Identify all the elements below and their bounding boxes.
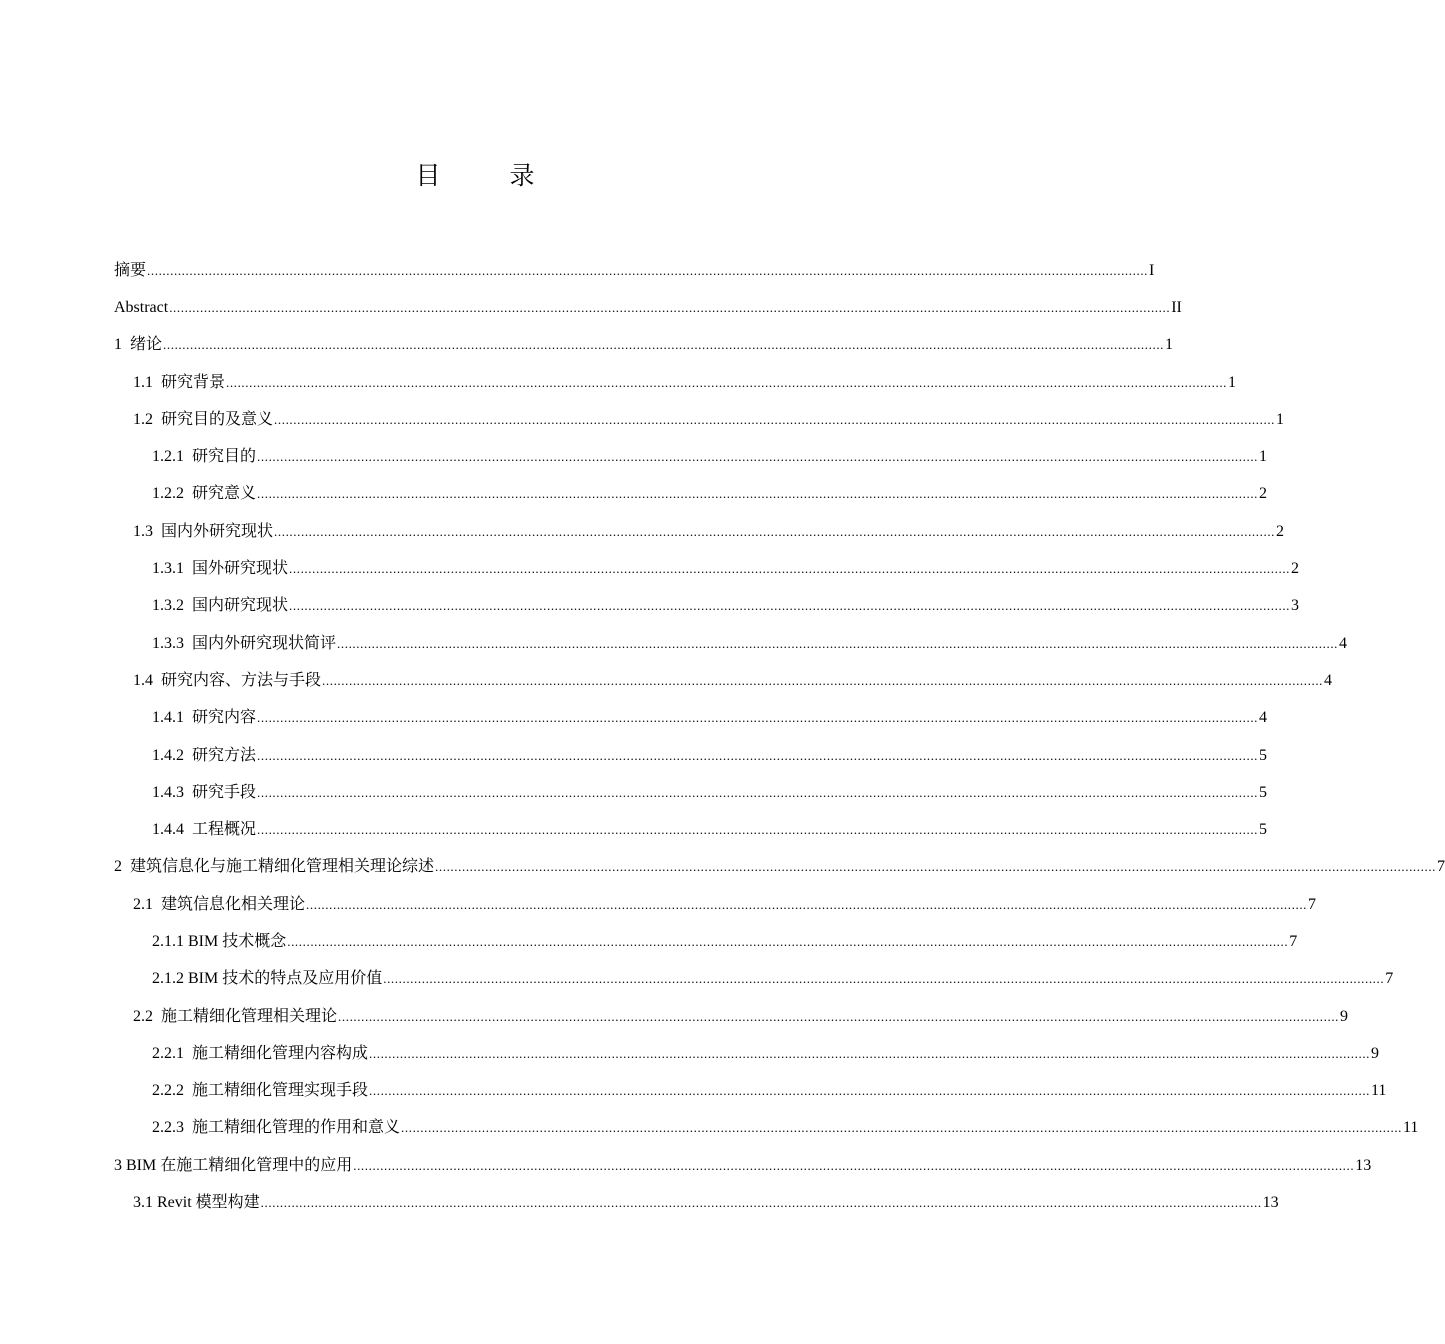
toc-entry-label [133,671,321,691]
toc-entry-label [152,1081,368,1101]
toc-entry-text: 施工精细化管理相关理论 [161,1007,338,1025]
toc-entry-text: 施工精细化管理实现手段 [192,1082,369,1100]
toc-entry[interactable] [114,961,1394,998]
toc-entry-label [133,1193,260,1213]
toc-entry-page: 5 [1259,821,1268,839]
toc-entry[interactable] [114,513,1285,550]
toc-entry[interactable] [114,774,1268,811]
toc-entry-label [152,634,336,654]
toc-entry-number: 1.4.4 [152,821,184,839]
dot-leader: .................................................................................................................................................................................................................................................................... [274,411,1276,427]
toc-entry-page: 3 [1291,597,1300,615]
toc-entry-page: 1 [1228,373,1237,391]
toc-entry-text: 研究目的及意义 [161,410,274,428]
toc-entry-number: 1.3.1 [152,560,184,578]
toc-entry-text: Abstract [114,298,169,316]
dot-leader: .................................................................................................................................................................................................................................................................... [338,1008,1340,1024]
dot-leader: .................................................................................................................................................................................................................................................................... [369,1083,1371,1099]
toc-entry-label [152,596,288,616]
toc-entry-text: 研究方法 [192,746,257,764]
toc-entry-number: 1.4.3 [152,783,184,801]
dot-leader: .................................................................................................................................................................................................................................................................... [287,933,1289,949]
toc-entry-text: 摘要 [114,261,147,279]
toc-entry-number: 2.1 [133,895,153,913]
toc-entry-number: 2.2.1 [152,1044,184,1062]
toc-entry-text: 施工精细化管理的作用和意义 [192,1119,401,1137]
toc-entry-label [114,298,168,318]
toc-entry[interactable] [114,737,1268,774]
toc-entry-label [152,484,256,504]
toc-entry-label [133,410,273,430]
dot-leader: .................................................................................................................................................................................................................................................................... [260,1195,1262,1211]
toc-entry-number: 2 [114,858,122,876]
toc-entry[interactable] [114,588,1300,625]
toc-entry-page: 11 [1371,1082,1387,1100]
toc-entry-text: 研究内容 [192,709,257,727]
toc-entry[interactable] [114,700,1268,737]
toc-entry-label [152,559,288,579]
toc-entry-page: 2 [1276,522,1285,540]
toc-entry[interactable] [114,1147,1372,1184]
toc-entry-page: 13 [1262,1194,1279,1212]
dot-leader: .................................................................................................................................................................................................................................................................... [274,523,1276,539]
dot-leader: .................................................................................................................................................................................................................................................................... [163,337,1165,353]
toc-title: 目 录 [415,161,557,190]
dot-leader: .................................................................................................................................................................................................................................................................... [257,747,1259,763]
dot-leader: .................................................................................................................................................................................................................................................................... [369,1045,1371,1061]
dot-leader: .................................................................................................................................................................................................................................................................... [353,1157,1355,1173]
toc-entry-label [152,708,256,728]
toc-entry-page: 4 [1324,671,1333,689]
toc-entry-label [152,746,256,766]
toc-entry-text: 3 BIM 在施工精细化管理中的应用 [114,1156,353,1174]
toc-entry-number: 1.3.2 [152,597,184,615]
dot-leader: .................................................................................................................................................................................................................................................................... [257,784,1259,800]
toc-entry-page: 13 [1355,1156,1372,1174]
toc-entry-text: 国内外研究现状 [161,522,274,540]
toc-entry-page: 7 [1437,858,1445,876]
toc-entry-page: II [1171,298,1182,316]
toc-entry-text: 研究意义 [192,485,257,503]
toc-entry-label [152,1118,400,1138]
toc-entry-label [133,522,273,542]
toc-entry-label [114,857,434,877]
toc-entry-text: 研究背景 [161,373,226,391]
toc-entry-text: 绪论 [130,336,163,354]
toc-entry-text: 研究手段 [192,783,257,801]
toc-entry[interactable] [114,1184,1279,1221]
toc-entry-label [133,895,305,915]
toc-entry-text: 2.1.1 BIM 技术概念 [152,932,287,950]
toc-entry-page: 5 [1259,746,1268,764]
toc-entry-number: 2.2.2 [152,1082,184,1100]
dot-leader: .................................................................................................................................................................................................................................................................... [383,971,1385,987]
toc-entry[interactable] [114,476,1268,513]
toc-entry-text: 国内外研究现状简评 [192,634,337,652]
toc-entry-page: 1 [1165,336,1174,354]
toc-entry-number: 2.2 [133,1007,153,1025]
toc-entry-page: 11 [1403,1119,1419,1137]
toc-entry[interactable] [114,289,1182,326]
toc-entry[interactable] [114,550,1300,587]
toc-entry-number: 1 [114,336,122,354]
toc-entry-number: 1.3.3 [152,634,184,652]
toc-entry-number: 1.2.2 [152,485,184,503]
toc-entry[interactable] [114,886,1317,923]
toc-entry-page: 2 [1259,485,1268,503]
toc-entry-label [114,1156,352,1176]
toc-entry[interactable] [114,252,1155,289]
toc-entry[interactable] [114,998,1349,1035]
toc-entry-page: 2 [1291,560,1300,578]
toc-entry-text: 建筑信息化相关理论 [161,895,306,913]
toc-entry-page: 9 [1340,1007,1349,1025]
toc-entry-number: 1.4.1 [152,709,184,727]
toc-entry-number: 2.2.3 [152,1119,184,1137]
toc-entry-page: 9 [1371,1044,1380,1062]
toc-entry-text: 国外研究现状 [192,560,289,578]
toc-entry-label [152,447,256,467]
toc-entry-text: 建筑信息化与施工精细化管理相关理论综述 [130,858,435,876]
dot-leader: .................................................................................................................................................................................................................................................................... [257,822,1259,838]
toc-entry[interactable] [114,662,1333,699]
toc-entry-page: 1 [1276,410,1285,428]
toc-entry-text: 国内研究现状 [192,597,289,615]
dot-leader: .................................................................................................................................................................................................................................................................... [306,896,1308,912]
toc-entry-label [114,261,146,281]
toc-entry[interactable] [114,1073,1387,1110]
toc-entry-text: 2.1.2 BIM 技术的特点及应用价值 [152,970,383,988]
dot-leader: .................................................................................................................................................................................................................................................................... [226,374,1228,390]
toc-list [114,252,1445,1222]
dot-leader: .................................................................................................................................................................................................................................................................... [289,561,1291,577]
toc-entry-label [114,335,162,355]
dot-leader: .................................................................................................................................................................................................................................................................... [322,672,1324,688]
dot-leader: .................................................................................................................................................................................................................................................................... [257,449,1259,465]
toc-entry-number: 1.4 [133,671,153,689]
dot-leader: .................................................................................................................................................................................................................................................................... [257,486,1259,502]
toc-entry-page: 7 [1308,895,1317,913]
toc-entry-label [133,1007,337,1027]
dot-leader: .................................................................................................................................................................................................................................................................... [257,710,1259,726]
toc-entry-text: 工程概况 [192,821,257,839]
toc-entry-text: 3.1 Revit 模型构建 [133,1194,260,1212]
toc-entry-page: 7 [1385,970,1394,988]
toc-entry-label [152,932,286,952]
toc-entry-label [152,783,256,803]
toc-entry[interactable] [114,811,1268,848]
toc-entry-label [152,820,256,840]
toc-entry-page: I [1149,261,1155,279]
toc-entry-label [133,373,225,393]
toc-entry[interactable] [114,364,1237,401]
toc-entry-number: 1.1 [133,373,153,391]
dot-leader: .................................................................................................................................................................................................................................................................... [401,1120,1403,1136]
toc-entry-number: 1.2 [133,410,153,428]
dot-leader: .................................................................................................................................................................................................................................................................... [169,299,1171,315]
toc-entry[interactable] [114,1110,1419,1147]
dot-leader: .................................................................................................................................................................................................................................................................... [147,262,1149,278]
toc-entry[interactable] [114,1035,1380,1072]
toc-entry-label [152,969,382,989]
toc-entry-text: 施工精细化管理内容构成 [192,1044,369,1062]
toc-entry-text: 研究目的 [192,448,257,466]
toc-entry[interactable] [114,625,1348,662]
toc-entry-text: 研究内容、方法与手段 [161,671,322,689]
toc-entry-number: 1.4.2 [152,746,184,764]
toc-entry-number: 1.3 [133,522,153,540]
toc-entry-page: 4 [1339,634,1348,652]
toc-entry[interactable] [114,849,1445,886]
toc-entry[interactable] [114,923,1298,960]
toc-entry-page: 1 [1259,448,1268,466]
toc-entry[interactable] [114,438,1268,475]
toc-entry-page: 7 [1289,932,1298,950]
toc-entry-page: 4 [1259,709,1268,727]
dot-leader: .................................................................................................................................................................................................................................................................... [337,635,1339,651]
toc-entry[interactable] [114,401,1285,438]
toc-entry-label [152,1044,368,1064]
toc-entry[interactable] [114,327,1174,364]
dot-leader: .................................................................................................................................................................................................................................................................... [435,859,1437,875]
toc-entry-number: 1.2.1 [152,448,184,466]
toc-entry-page: 5 [1259,783,1268,801]
dot-leader: .................................................................................................................................................................................................................................................................... [289,598,1291,614]
